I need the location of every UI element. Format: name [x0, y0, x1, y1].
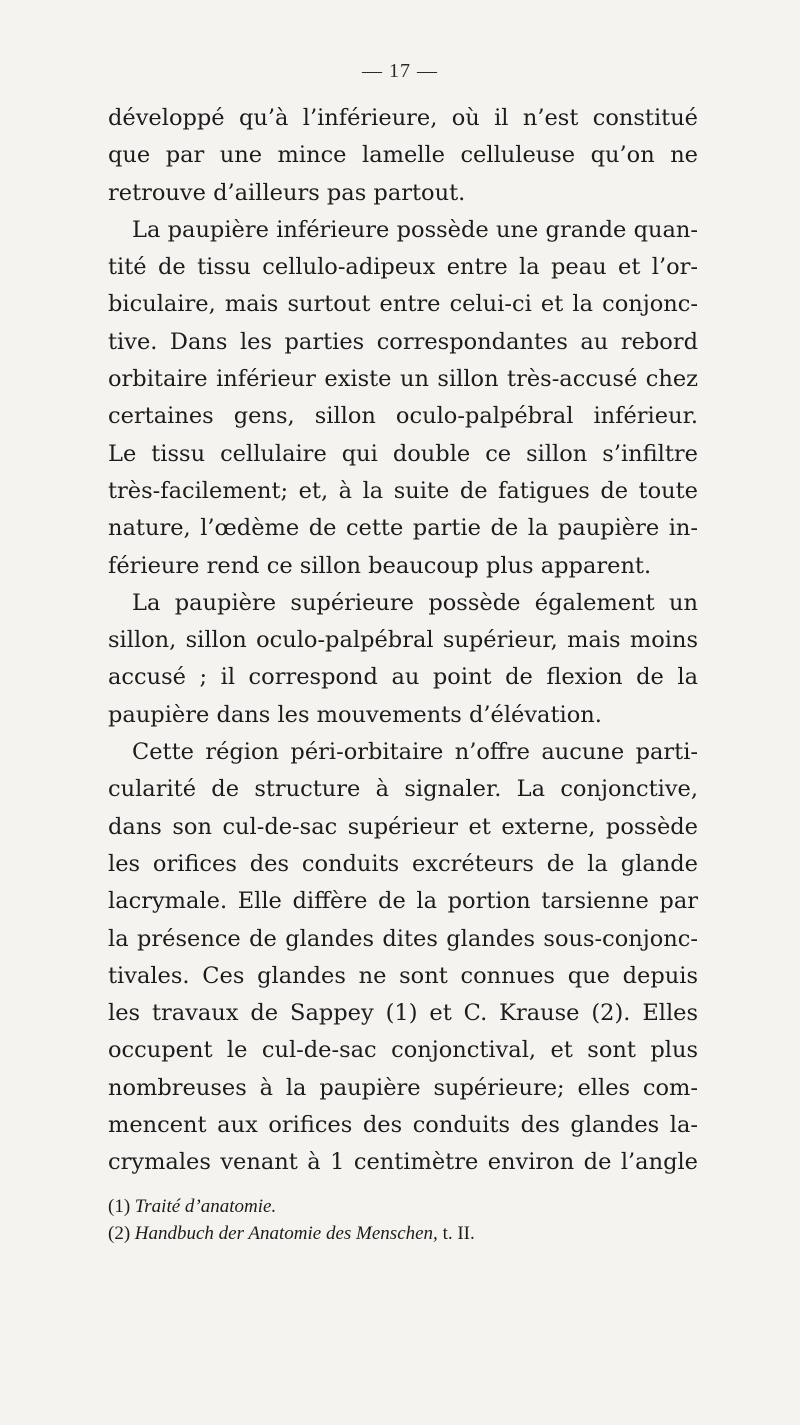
footnote-2	[108, 1220, 698, 1247]
footnote-marker: (1)	[108, 1196, 131, 1217]
text-line: orbitaire inférieur existe un sillon très-accusé chez	[108, 366, 698, 393]
footnote-1	[108, 1193, 698, 1220]
text-line: certaines gens, sillon oculo-palpébral inférieur.	[108, 403, 698, 430]
text-line: crymales venant à 1 centimètre environ de l’angle	[108, 1149, 698, 1176]
footnote-text: Traité d’anatomie.	[134, 1196, 277, 1217]
text-line: retrouve d’ailleurs pas partout.	[108, 179, 466, 206]
footnote-marker: (2)	[108, 1223, 131, 1244]
text-line: mencent aux orifices des conduits des glandes la-	[108, 1112, 698, 1139]
text-line: les travaux de Sappey (1) et C. Krause (2). Elles	[108, 1000, 698, 1027]
text-line: la présence de glandes dites glandes sous-conjonc-	[108, 925, 698, 952]
text-line: cularité de structure à signaler. La conjonctive,	[108, 776, 698, 803]
text-line: sillon, sillon oculo-palpébral supérieur, mais moins	[108, 627, 698, 654]
footnote-suffix: t. II.	[442, 1223, 475, 1244]
text-line: dans son cul-de-sac supérieur et externe, possède	[108, 813, 698, 840]
text-line: tivales. Ces glandes ne sont connues que depuis	[108, 962, 698, 989]
text-line: paupière dans les mouvements d’élévation.	[108, 701, 602, 728]
text-line: férieure rend ce sillon beaucoup plus apparent.	[108, 552, 652, 579]
footnote-text: Handbuch der Anatomie des Menschen,	[134, 1223, 438, 1244]
text-line: très-facilement; et, à la suite de fatigues de toute	[108, 477, 698, 504]
text-line: Le tissu cellulaire qui double ce sillon s’infiltre	[108, 440, 698, 467]
text-line: occupent le cul-de-sac conjonctival, et sont plus	[108, 1037, 698, 1064]
text-line: nature, l’œdème de cette partie de la paupière in-	[108, 515, 698, 542]
text-line: que par une mince lamelle celluleuse qu’on ne	[108, 142, 698, 169]
text-line: La paupière supérieure possède également un	[132, 589, 698, 616]
text-line: développé qu’à l’inférieure, où il n’est constitué	[108, 105, 698, 131]
text-line: tité de tissu cellulo-adipeux entre la peau et l’or-	[108, 254, 698, 281]
text-line: nombreuses à la paupière supérieure; elles com-	[108, 1074, 698, 1101]
text-line: lacrymale. Elle diffère de la portion tarsienne par	[108, 888, 698, 915]
text-line: les orifices des conduits excréteurs de la glande	[108, 850, 698, 877]
text-line: biculaire, mais surtout entre celui-ci et la conjonc-	[108, 291, 698, 318]
body-text	[108, 100, 698, 1182]
text-line: Cette région péri-orbitaire n’offre aucune parti-	[132, 739, 698, 766]
text-line: La paupière inférieure possède une grande quan-	[132, 216, 698, 243]
text-line: tive. Dans les parties correspondantes au rebord	[108, 328, 698, 355]
page-number: — 17 —	[362, 60, 438, 82]
text-line: accusé ; il correspond au point de flexion de la	[108, 664, 698, 691]
footnotes	[108, 1193, 698, 1247]
